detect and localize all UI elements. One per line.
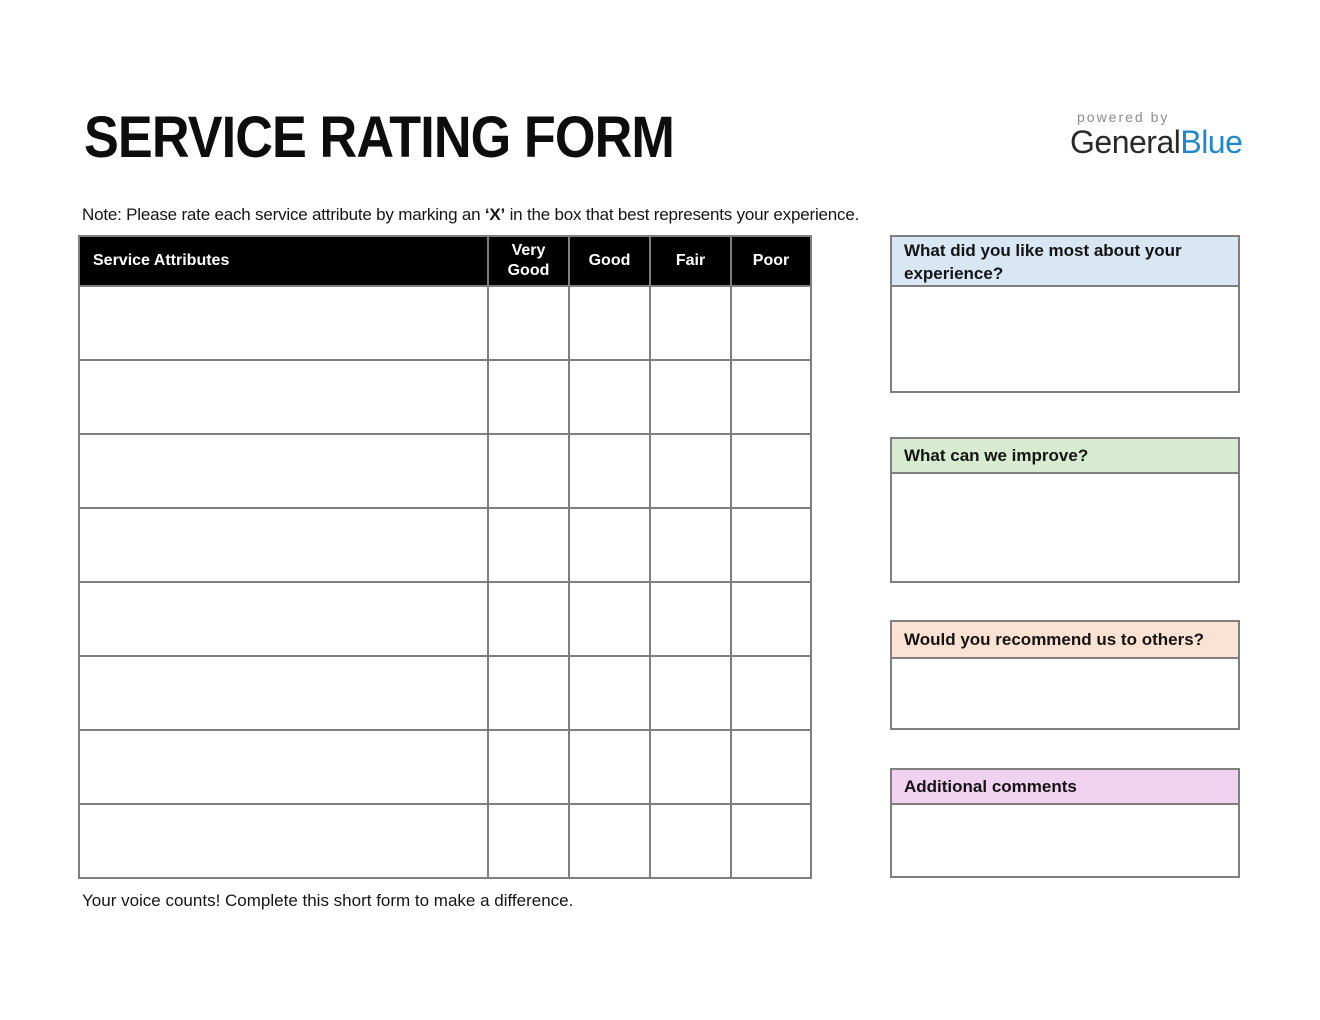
table-header-row [79, 236, 811, 286]
attribute-cell[interactable] [79, 360, 488, 434]
note-bold-x: ‘X’ [484, 205, 506, 224]
brand-name-blue: Blue [1180, 124, 1243, 160]
note-prefix: Note: Please rate each service attribute by marking an [82, 205, 485, 224]
rating-cell-good[interactable] [569, 360, 650, 434]
experience-box-input[interactable] [892, 287, 1238, 393]
brand-name-general: General [1070, 124, 1181, 160]
attribute-cell[interactable] [79, 582, 488, 656]
attribute-cell[interactable] [79, 286, 488, 360]
table-row [79, 730, 811, 804]
rating-cell-very-good[interactable] [488, 508, 569, 582]
rating-cell-poor[interactable] [731, 804, 811, 878]
rating-cell-fair[interactable] [650, 804, 731, 878]
table-row [79, 508, 811, 582]
rating-cell-poor[interactable] [731, 582, 811, 656]
rating-cell-good[interactable] [569, 730, 650, 804]
rating-cell-good[interactable] [569, 656, 650, 730]
rating-cell-fair[interactable] [650, 360, 731, 434]
rating-cell-poor[interactable] [731, 730, 811, 804]
rating-cell-fair[interactable] [650, 286, 731, 360]
comment-box-recommend [890, 620, 1240, 730]
rating-cell-very-good[interactable] [488, 730, 569, 804]
rating-table [78, 235, 812, 879]
rating-cell-good[interactable] [569, 582, 650, 656]
improve-box-label: What can we improve? [892, 439, 1238, 474]
table-row [79, 434, 811, 508]
recommend-box-label: Would you recommend us to others? [892, 622, 1238, 659]
attribute-cell[interactable] [79, 730, 488, 804]
rating-cell-very-good[interactable] [488, 360, 569, 434]
experience-box-label: What did you like most about your experience? [892, 237, 1238, 287]
rating-cell-fair[interactable] [650, 730, 731, 804]
instruction-note [82, 205, 859, 225]
table-row [79, 804, 811, 878]
rating-cell-good[interactable] [569, 434, 650, 508]
rating-cell-poor[interactable] [731, 360, 811, 434]
recommend-box-input[interactable] [892, 659, 1238, 728]
table-row [79, 286, 811, 360]
comment-box-improve [890, 437, 1240, 583]
rating-cell-poor[interactable] [731, 434, 811, 508]
rating-cell-good[interactable] [569, 286, 650, 360]
additional-box-input[interactable] [892, 805, 1238, 876]
comment-box-additional [890, 768, 1240, 878]
header-good: Good [569, 236, 650, 286]
rating-cell-fair[interactable] [650, 434, 731, 508]
attribute-cell[interactable] [79, 804, 488, 878]
attribute-cell[interactable] [79, 434, 488, 508]
footer-note: Your voice counts! Complete this short form to make a difference. [82, 891, 574, 910]
rating-cell-fair[interactable] [650, 582, 731, 656]
rating-cell-very-good[interactable] [488, 582, 569, 656]
header-service-attributes: Service Attributes [79, 236, 488, 286]
brand-logo [1070, 124, 1242, 161]
attribute-cell[interactable] [79, 508, 488, 582]
improve-box-input[interactable] [892, 474, 1238, 581]
attribute-cell[interactable] [79, 656, 488, 730]
header-poor: Poor [731, 236, 811, 286]
rating-cell-very-good[interactable] [488, 656, 569, 730]
table-row [79, 360, 811, 434]
header-fair: Fair [650, 236, 731, 286]
table-row [79, 656, 811, 730]
comment-box-experience [890, 235, 1240, 393]
additional-box-label: Additional comments [892, 770, 1238, 805]
rating-cell-fair[interactable] [650, 656, 731, 730]
rating-cell-very-good[interactable] [488, 804, 569, 878]
table-row [79, 582, 811, 656]
header-very-good: Very Good [488, 236, 569, 286]
rating-cell-poor[interactable] [731, 508, 811, 582]
note-suffix: in the box that best represents your experience. [505, 205, 860, 224]
rating-cell-good[interactable] [569, 508, 650, 582]
rating-cell-fair[interactable] [650, 508, 731, 582]
rating-cell-good[interactable] [569, 804, 650, 878]
powered-by-label: powered by [1077, 109, 1170, 125]
rating-cell-poor[interactable] [731, 656, 811, 730]
rating-cell-very-good[interactable] [488, 434, 569, 508]
rating-cell-poor[interactable] [731, 286, 811, 360]
page-title: SERVICE RATING FORM [84, 105, 675, 170]
rating-cell-very-good[interactable] [488, 286, 569, 360]
